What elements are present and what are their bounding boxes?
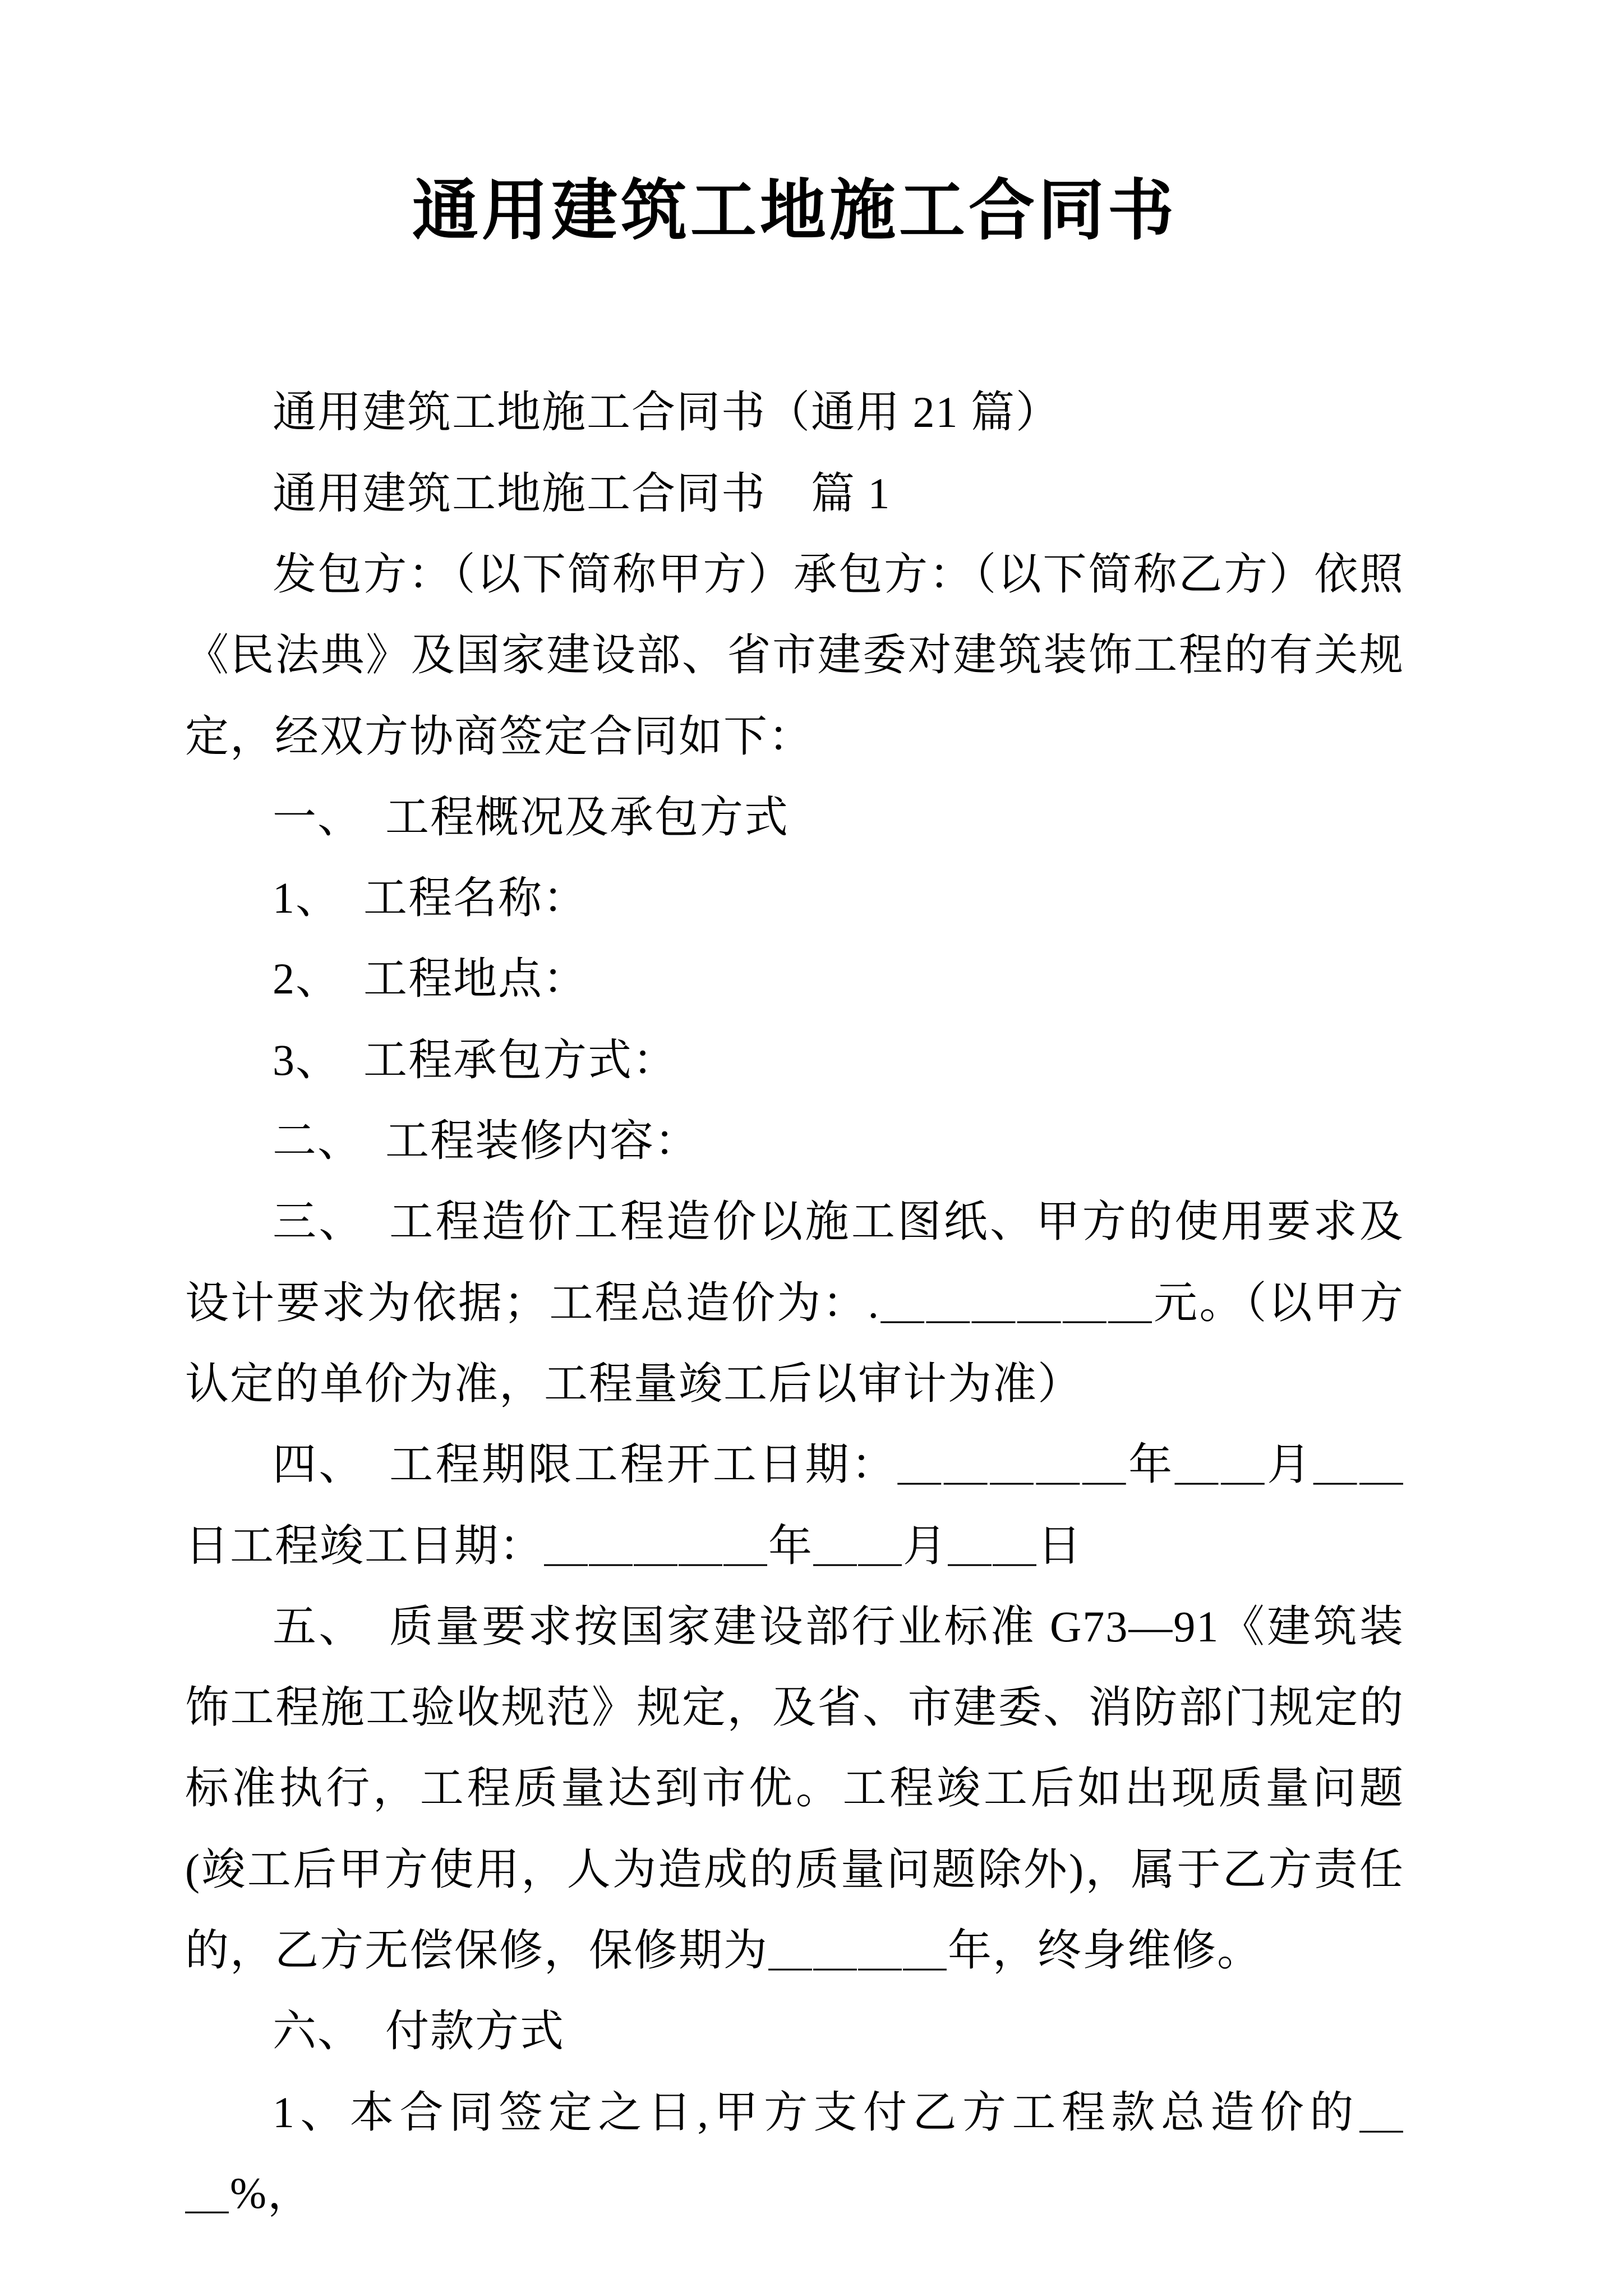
paragraph-heading-repeat: 通用建筑工地施工合同书（通用 21 篇） [273,388,1061,437]
paragraph-contract-mode: 3、 工程承包方式： [273,1035,678,1084]
paragraph-payment-item-1: 1、本合同签定之日,甲方支付乙方工程款总造价的＿＿%， [185,2087,1404,2217]
paragraph-project-location: 2、 工程地点： [273,954,588,1004]
paragraph-parties: 发包方：（以下简称甲方）承包方：（以下简称乙方）依照《民法典》及国家建设部、省市建委对建筑装饰工程的有关规定，经双方协商签定合同如下： [185,549,1404,761]
paragraph-section-6-payment: 六、 付款方式 [273,2007,565,2056]
paragraph-project-name: 1、 工程名称： [273,873,588,923]
paragraph-section-3-price: 三、 工程造价工程造价以施工图纸、甲方的使用要求及设计要求为依据；工程总造价为：.＿＿＿＿＿＿元。（以甲方认定的单价为准，工程量竣工后以审计为准） [185,1197,1404,1408]
paragraph-section-4-schedule: 四、 工程期限工程开工日期：＿＿＿＿＿年＿＿月＿＿日工程竣工日期：＿＿＿＿＿年＿＿月＿＿日 [185,1440,1404,1570]
paragraph-section-5-quality: 五、 质量要求按国家建设部行业标准 G73—91《建筑装饰工程施工验收规范》规定，及省、市建委、消防部门规定的标准执行，工程质量达到市优。工程竣工后如出现质量问题(竣工后甲方使用，人为造成的质量问题除外)，属于乙方责任的，乙方无偿保修，保修期为＿＿＿＿年，终身维修。 [185,1602,1404,1975]
paragraph-part-label: 通用建筑工地施工合同书 篇 1 [273,468,891,518]
paragraph-section-2: 二、 工程装修内容： [273,1116,700,1166]
document-body [185,372,1404,2234]
paragraph-section-1: 一、 工程概况及承包方式 [273,792,790,841]
document-title: 通用建筑工地施工合同书 [412,174,1177,248]
